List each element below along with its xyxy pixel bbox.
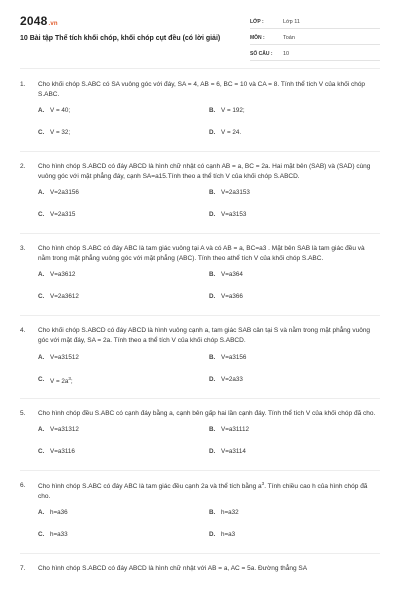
option-row bbox=[38, 189, 380, 211]
answer-option-d[interactable] bbox=[209, 293, 380, 300]
option-text: h=a3 bbox=[221, 530, 236, 538]
option-letter: B. bbox=[209, 508, 216, 516]
option-row bbox=[38, 426, 380, 448]
option-letter: D. bbox=[209, 375, 216, 383]
option-letter: C. bbox=[38, 129, 45, 137]
answer-option-b[interactable] bbox=[209, 271, 380, 278]
answer-options bbox=[38, 426, 380, 470]
option-text: h=a32 bbox=[221, 508, 239, 516]
option-letter: C. bbox=[38, 447, 45, 455]
answer-options bbox=[38, 354, 380, 398]
option-text: V=a3153 bbox=[221, 211, 247, 219]
option-text: V=2a33 bbox=[221, 375, 243, 383]
option-text: V = 40; bbox=[50, 107, 71, 115]
option-letter: D. bbox=[209, 447, 216, 455]
question-number: 1. bbox=[20, 81, 26, 88]
question-3 bbox=[20, 244, 380, 315]
answer-option-c[interactable] bbox=[38, 448, 209, 455]
option-text: V=a31512 bbox=[50, 353, 79, 361]
question-text: Cho hình chóp đều S.ABC có cạnh đáy bằng a, cạnh bên gấp hai lần cạnh đáy. Tính thể tích V của khối chóp đã cho. bbox=[38, 409, 376, 417]
answer-option-c[interactable] bbox=[38, 129, 209, 136]
option-letter: C. bbox=[38, 211, 45, 219]
question-number: 7. bbox=[20, 564, 26, 572]
question-number: 2. bbox=[20, 163, 26, 171]
answer-option-a[interactable] bbox=[38, 271, 209, 278]
meta-value: Toán bbox=[283, 34, 295, 41]
option-letter: B. bbox=[209, 425, 216, 433]
option-text: V = 24. bbox=[221, 129, 242, 137]
option-text: V=2a3612 bbox=[50, 293, 79, 301]
answer-option-a[interactable] bbox=[38, 107, 209, 114]
option-letter: A. bbox=[38, 508, 45, 516]
option-text: V=a3114 bbox=[221, 447, 246, 455]
option-text: V=a364 bbox=[221, 271, 243, 279]
answer-option-a[interactable] bbox=[38, 509, 209, 516]
option-letter: B. bbox=[209, 107, 216, 115]
answer-option-d[interactable] bbox=[209, 129, 380, 136]
meta-info bbox=[250, 15, 380, 63]
option-letter: A. bbox=[38, 425, 45, 433]
header-divider bbox=[20, 68, 380, 69]
option-text: V=a31112 bbox=[221, 425, 249, 433]
question-text: Cho hình chóp S.ABCD có đáy ABCD là hình chữ nhật có cạnh AB = a, BC = 2a. Hai mặt bên (SAB) và (SAD) cùng vuông góc với mặt phẳng đáy, cạnh SA=a15.Tính theo a thể tích V của khối chóp S.ABCD. bbox=[38, 163, 371, 181]
option-text: V=a31312 bbox=[50, 425, 79, 433]
question-stem bbox=[20, 244, 380, 264]
meta-row-subject bbox=[250, 31, 380, 45]
option-row bbox=[38, 129, 380, 151]
option-row bbox=[38, 354, 380, 376]
question-text: Cho hình chóp S.ABC có đáy ABC là tam giác vuông tại A và có AB = a, BC=a3 . Mặt bên SAB là tam giác đều và nằm trong mặt phẳng vuông góc với mặt phẳng (ABC). Tính theo athể tích V của khối chóp S.ABC. bbox=[38, 245, 365, 263]
option-letter: A. bbox=[38, 271, 45, 279]
option-letter: D. bbox=[209, 129, 216, 137]
option-row bbox=[38, 271, 380, 293]
option-row bbox=[38, 211, 380, 233]
question-list bbox=[20, 80, 380, 574]
meta-value: 10 bbox=[283, 50, 290, 57]
option-letter: D. bbox=[209, 530, 216, 538]
option-letter: A. bbox=[38, 107, 45, 115]
answer-option-a[interactable] bbox=[38, 189, 209, 196]
option-row bbox=[38, 376, 380, 398]
option-letter: D. bbox=[209, 211, 216, 219]
meta-label: MÔN : bbox=[250, 34, 265, 41]
question-5 bbox=[20, 409, 380, 470]
answer-option-b[interactable] bbox=[209, 354, 380, 361]
option-row bbox=[38, 107, 380, 129]
answer-option-b[interactable] bbox=[209, 189, 380, 196]
answer-option-b[interactable] bbox=[209, 426, 380, 433]
question-1 bbox=[20, 80, 380, 151]
answer-option-d[interactable] bbox=[209, 531, 380, 538]
option-text: V=2a3156 bbox=[50, 189, 79, 197]
option-text: V = 32; bbox=[50, 129, 71, 137]
question-text: Cho hình chóp S.ABC có đáy ABC là tam giác đều cạnh 2a và thể tích bằng $a^3$. Tính chiều cao h của hình chóp đã cho. bbox=[38, 480, 368, 500]
option-row bbox=[38, 509, 380, 531]
document-header bbox=[0, 0, 400, 64]
option-text: V=2a3153 bbox=[221, 189, 250, 197]
meta-label: SỐ CÂU : bbox=[250, 50, 273, 57]
question-4 bbox=[20, 326, 380, 397]
option-letter: A. bbox=[38, 189, 45, 197]
question-divider bbox=[20, 553, 380, 554]
answer-option-b[interactable] bbox=[209, 509, 380, 516]
option-letter: C. bbox=[38, 375, 45, 383]
option-letter: D. bbox=[209, 293, 216, 301]
answer-option-d[interactable] bbox=[209, 211, 380, 218]
answer-option-d[interactable] bbox=[209, 376, 380, 383]
option-letter: B. bbox=[209, 189, 216, 197]
question-number: 3. bbox=[20, 245, 26, 253]
question-text: Cho khối chóp S.ABCD có đáy ABCD là hình vuông cạnh a, tam giác SAB cân tại S và nằm trong mặt phẳng vuông góc với mặt đáy, SA = 2a. Tính theo a thể tích V của khối chóp S.ABCD. bbox=[38, 327, 371, 345]
answer-option-c[interactable] bbox=[38, 531, 209, 538]
option-text: V = 192; bbox=[221, 107, 245, 115]
answer-options bbox=[38, 509, 380, 553]
option-letter: B. bbox=[209, 353, 216, 361]
question-text: Cho khối chóp S.ABC có SA vuông góc với đáy, SA = 4, AB = 6, BC = 10 và CA = 8. Tính thể tích V của khối chóp S.ABC. bbox=[38, 81, 366, 99]
option-text: h=a33 bbox=[50, 530, 68, 538]
option-row bbox=[38, 293, 380, 315]
question-stem bbox=[20, 481, 380, 502]
option-text: V=a3116 bbox=[50, 447, 75, 455]
question-number: 5. bbox=[20, 409, 26, 417]
question-stem bbox=[20, 409, 380, 419]
meta-row-count bbox=[250, 47, 380, 61]
answer-option-d[interactable] bbox=[209, 448, 380, 455]
answer-option-c[interactable] bbox=[38, 211, 209, 218]
answer-option-a[interactable] bbox=[38, 426, 209, 433]
answer-options bbox=[38, 271, 380, 315]
question-divider bbox=[20, 315, 380, 316]
question-divider bbox=[20, 151, 380, 152]
question-number: 6. bbox=[20, 481, 26, 489]
meta-value: Lớp 11 bbox=[283, 18, 300, 25]
question-stem bbox=[20, 326, 380, 346]
option-text: V=a3612 bbox=[50, 271, 76, 279]
option-text: V=a366 bbox=[221, 293, 243, 301]
option-text: V=a3156 bbox=[221, 353, 247, 361]
option-letter: A. bbox=[38, 353, 45, 361]
question-divider bbox=[20, 233, 380, 234]
page-title: 10 Bài tập Thể tích khối chóp, khối chóp cụt đều (có lời giải) bbox=[20, 35, 221, 42]
meta-row-class bbox=[250, 15, 380, 29]
answer-options bbox=[38, 189, 380, 233]
meta-label: LỚP : bbox=[250, 18, 264, 25]
question-divider bbox=[20, 398, 380, 399]
option-row bbox=[38, 531, 380, 553]
site-logo[interactable]: 2048.vn bbox=[20, 14, 58, 28]
answer-option-b[interactable] bbox=[209, 107, 380, 114]
option-letter: B. bbox=[209, 271, 216, 279]
answer-option-c[interactable] bbox=[38, 376, 209, 385]
question-text: Cho hình chóp S.ABCD có đáy ABCD là hình chữ nhật với AB = a, AC = 5a. Đường thẳng SA bbox=[38, 564, 308, 572]
answer-option-c[interactable] bbox=[38, 293, 209, 300]
question-number: 4. bbox=[20, 327, 26, 335]
question-2 bbox=[20, 162, 380, 233]
option-text: V=2a315 bbox=[50, 211, 76, 219]
option-letter: C. bbox=[38, 530, 45, 538]
question-stem bbox=[20, 564, 380, 574]
option-text: $V = 2a^3$; bbox=[50, 375, 73, 385]
question-7 bbox=[20, 564, 380, 574]
answer-option-a[interactable] bbox=[38, 354, 209, 361]
question-stem bbox=[20, 162, 380, 182]
question-divider bbox=[20, 470, 380, 471]
question-stem bbox=[20, 80, 380, 100]
option-letter: C. bbox=[38, 293, 45, 301]
answer-options bbox=[38, 107, 380, 151]
question-6 bbox=[20, 481, 380, 553]
option-text: h=a36 bbox=[50, 508, 68, 516]
option-row bbox=[38, 448, 380, 470]
